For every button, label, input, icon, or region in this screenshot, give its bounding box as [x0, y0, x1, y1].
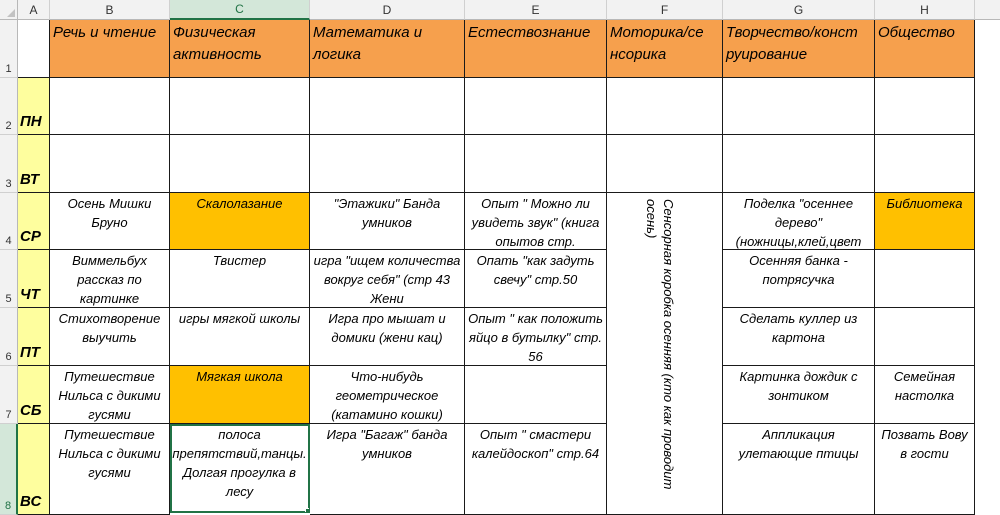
cell-b2[interactable]	[50, 78, 170, 135]
column-header-b[interactable]: B	[50, 0, 170, 20]
cell-f2[interactable]	[607, 78, 723, 135]
cell-c4[interactable]: Скалолазание	[170, 193, 310, 250]
day-cell-fri[interactable]: ПТ	[18, 308, 50, 366]
cell-d3[interactable]	[310, 135, 465, 193]
column-header-overflow[interactable]	[975, 0, 1000, 20]
cell-h3[interactable]	[875, 135, 975, 193]
cell-e1-natural-science[interactable]: Естествознание	[465, 20, 607, 78]
day-cell-wed[interactable]: СР	[18, 193, 50, 250]
row-header-1[interactable]: 1	[0, 20, 18, 78]
day-cell-sat[interactable]: СБ	[18, 366, 50, 424]
cell-d2[interactable]	[310, 78, 465, 135]
cell-e7[interactable]	[465, 366, 607, 424]
cell-c6[interactable]: игры мягкой школы	[170, 308, 310, 366]
row-header-5[interactable]: 5	[0, 250, 18, 308]
column-header-d[interactable]: D	[310, 0, 465, 20]
cell-f4-f8-merged[interactable]	[607, 193, 723, 515]
cell-b4[interactable]: Осень Мишки Бруно	[50, 193, 170, 250]
cell-c5[interactable]: Твистер	[170, 250, 310, 308]
cell-f3[interactable]	[607, 135, 723, 193]
cell-b3[interactable]	[50, 135, 170, 193]
column-header-f[interactable]: F	[607, 0, 723, 20]
column-header-a[interactable]: A	[18, 0, 50, 20]
cell-d5[interactable]: игра "ищем количества вокруг себя" (стр 43 Жени	[310, 250, 465, 308]
column-header-g[interactable]: G	[723, 0, 875, 20]
cell-g8[interactable]: Аппликация улетающие птицы	[723, 424, 875, 515]
cell-g5[interactable]: Осенняя банка - потрясучка	[723, 250, 875, 308]
cell-d7[interactable]: Что-нибудь геометрическое (катамино кошки)	[310, 366, 465, 424]
cell-b5[interactable]: Виммельбух рассказ по картинке	[50, 250, 170, 308]
cell-h8[interactable]: Позвать Вову в гости	[875, 424, 975, 515]
row-header-8[interactable]: 8	[0, 424, 18, 515]
day-cell-mon[interactable]: ПН	[18, 78, 50, 135]
cell-c8-active[interactable]: полоса препятствий,танцы. Долгая прогулка в лесу	[170, 424, 310, 513]
cell-g3[interactable]	[723, 135, 875, 193]
cell-b6[interactable]: Стихотворение выучить	[50, 308, 170, 366]
cell-g6[interactable]: Сделать куллер из картона	[723, 308, 875, 366]
row-header-2[interactable]: 2	[0, 78, 18, 135]
row-header-3[interactable]: 3	[0, 135, 18, 193]
cell-c1-physical-activity[interactable]: Физическая активность	[170, 20, 310, 78]
motorika-vertical-text: Сенсорная коробка осенняя (кто как проводит осень)	[644, 199, 676, 490]
day-cell-sun[interactable]: ВС	[18, 424, 50, 515]
cell-d6[interactable]: Игра про мышат и домики (жени кац)	[310, 308, 465, 366]
cell-e5[interactable]: Опать "как задуть свечу" стр.50	[465, 250, 607, 308]
cell-h6[interactable]	[875, 308, 975, 366]
cell-e3[interactable]	[465, 135, 607, 193]
column-header-c[interactable]: C	[170, 0, 310, 20]
cell-h1-society[interactable]: Общество	[875, 20, 975, 78]
cell-b1-speech-reading[interactable]: Речь и чтение	[50, 20, 170, 78]
day-cell-thu[interactable]: ЧТ	[18, 250, 50, 308]
cell-g2[interactable]	[723, 78, 875, 135]
cell-f1-motor-sensory[interactable]: Моторика/се нсорика	[607, 20, 723, 78]
row-header-4[interactable]: 4	[0, 193, 18, 250]
cell-h5[interactable]	[875, 250, 975, 308]
select-all-corner[interactable]	[0, 0, 18, 20]
cell-b8[interactable]: Путешествие Нильса с дикими гусями	[50, 424, 170, 515]
row-header-7[interactable]: 7	[0, 366, 18, 424]
day-cell-tue[interactable]: ВТ	[18, 135, 50, 193]
cell-overflow-column[interactable]	[975, 20, 1000, 515]
cell-g1-creativity[interactable]: Творчество/конст руирование	[723, 20, 875, 78]
cell-g4[interactable]: Поделка "осеннее дерево" (ножницы,клей,цвет	[723, 193, 875, 250]
cell-e8[interactable]: Опыт " смастери калейдоскоп" стр.64	[465, 424, 607, 515]
cell-c3[interactable]	[170, 135, 310, 193]
cell-e4[interactable]: Опыт " Можно ли увидеть звук" (книга опытов стр.	[465, 193, 607, 250]
cell-e6[interactable]: Опыт " как положить яйцо в бутылку" стр. 56	[465, 308, 607, 366]
cell-c2[interactable]	[170, 78, 310, 135]
cell-h4[interactable]: Библиотека	[875, 193, 975, 250]
cell-d1-math-logic[interactable]: Математика и логика	[310, 20, 465, 78]
cell-h7[interactable]: Семейная настолка	[875, 366, 975, 424]
cell-h2[interactable]	[875, 78, 975, 135]
column-header-h[interactable]: H	[875, 0, 975, 20]
row-header-6[interactable]: 6	[0, 308, 18, 366]
cell-g7[interactable]: Картинка дождик с зонтиком	[723, 366, 875, 424]
column-header-e[interactable]: E	[465, 0, 607, 20]
cell-a1[interactable]	[18, 20, 50, 78]
cell-c7[interactable]: Мягкая школа	[170, 366, 310, 424]
cell-d8[interactable]: Игра "Багаж" банда умников	[310, 424, 465, 515]
cell-e2[interactable]	[465, 78, 607, 135]
cell-d4[interactable]: "Этажики" Банда умников	[310, 193, 465, 250]
cell-b7[interactable]: Путешествие Нильса с дикими гусями	[50, 366, 170, 424]
